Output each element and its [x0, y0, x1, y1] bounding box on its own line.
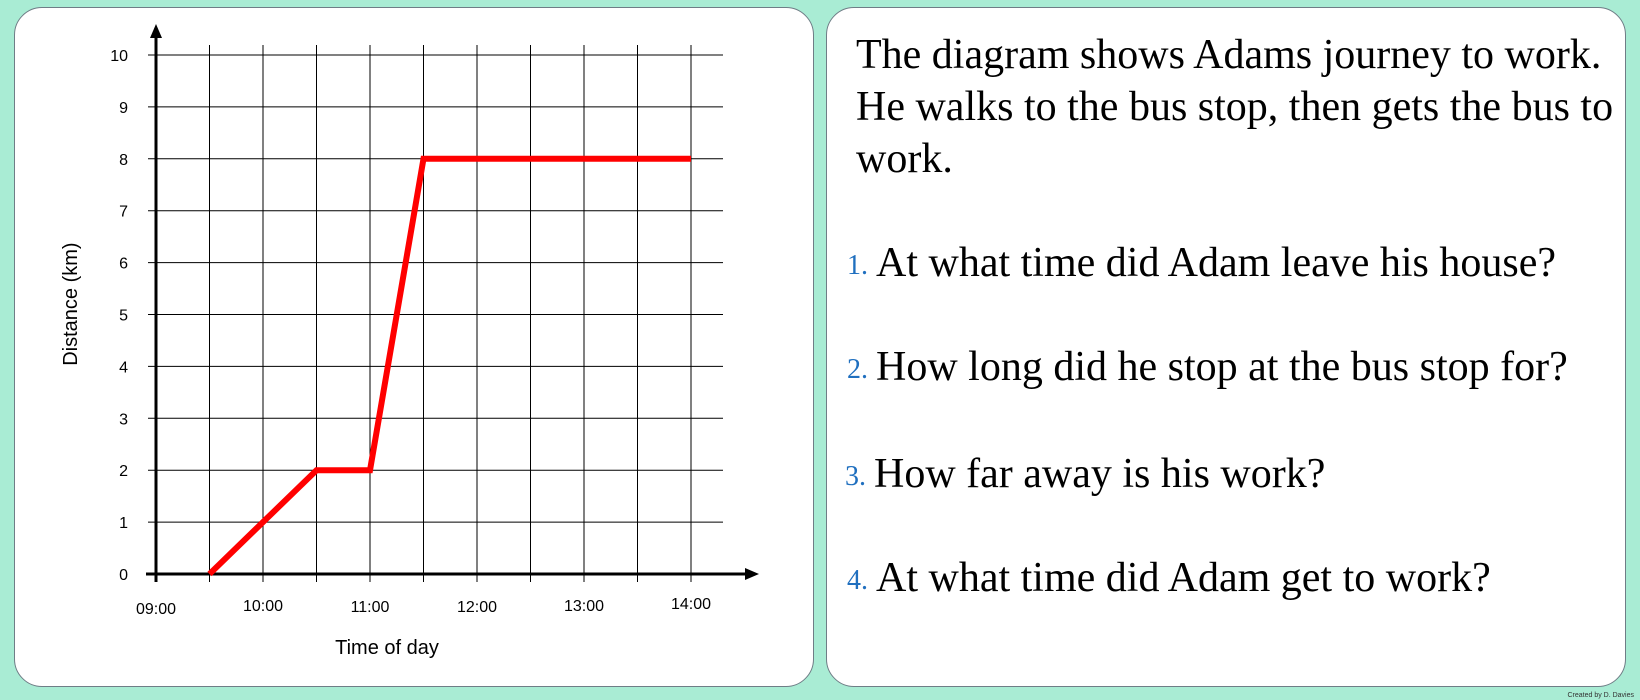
question-1 — [847, 239, 1556, 287]
question-4 — [847, 554, 1491, 602]
x-axis-title: Time of day — [335, 637, 439, 659]
y-tick-label: 2 — [119, 463, 128, 481]
x-tick-label: 09:00 — [135, 601, 177, 618]
y-tick-label: 5 — [119, 307, 128, 325]
y-axis-title: Distance (km) — [60, 242, 82, 366]
questions-panel — [826, 7, 1626, 687]
question-text: At what time did Adam get to work? — [876, 555, 1491, 601]
y-tick-label: 7 — [119, 203, 128, 221]
x-tick-label: 11:00 — [350, 599, 390, 616]
question-number: 1. — [847, 250, 868, 281]
question-text: How far away is his work? — [874, 451, 1326, 497]
x-tick-label: 10:00 — [242, 598, 284, 615]
y-tick-label: 8 — [119, 151, 128, 169]
credit-text: Created by D. Davies — [1567, 692, 1634, 699]
y-tick-label: 10 — [110, 48, 128, 65]
question-text: How long did he stop at the bus stop for? — [876, 344, 1568, 390]
question-number: 4. — [847, 565, 868, 596]
x-axis-arrow — [745, 568, 759, 580]
graph-panel — [14, 7, 814, 687]
y-tick-label: 9 — [119, 99, 128, 117]
y-tick-label: 0 — [119, 567, 128, 584]
x-tick-label: 12:00 — [456, 599, 498, 616]
y-tick-label: 3 — [119, 411, 128, 429]
y-tick-label: 6 — [119, 255, 128, 273]
y-tick-label: 1 — [119, 515, 128, 533]
y-tick-label: 4 — [119, 359, 128, 377]
x-tick-label: 13:00 — [563, 598, 605, 615]
question-number: 2. — [847, 354, 868, 385]
question-text: At what time did Adam leave his house? — [876, 240, 1557, 286]
question-3 — [845, 450, 1325, 498]
y-axis-arrow — [150, 24, 162, 38]
x-tick-label: 14:00 — [670, 596, 712, 613]
question-number: 3. — [845, 461, 866, 492]
distance-time-graph — [15, 8, 815, 688]
question-2 — [847, 343, 1568, 391]
intro-text: The diagram shows Adams journey to work. He walks to the bus stop, then gets the bus to work. — [856, 32, 1614, 182]
